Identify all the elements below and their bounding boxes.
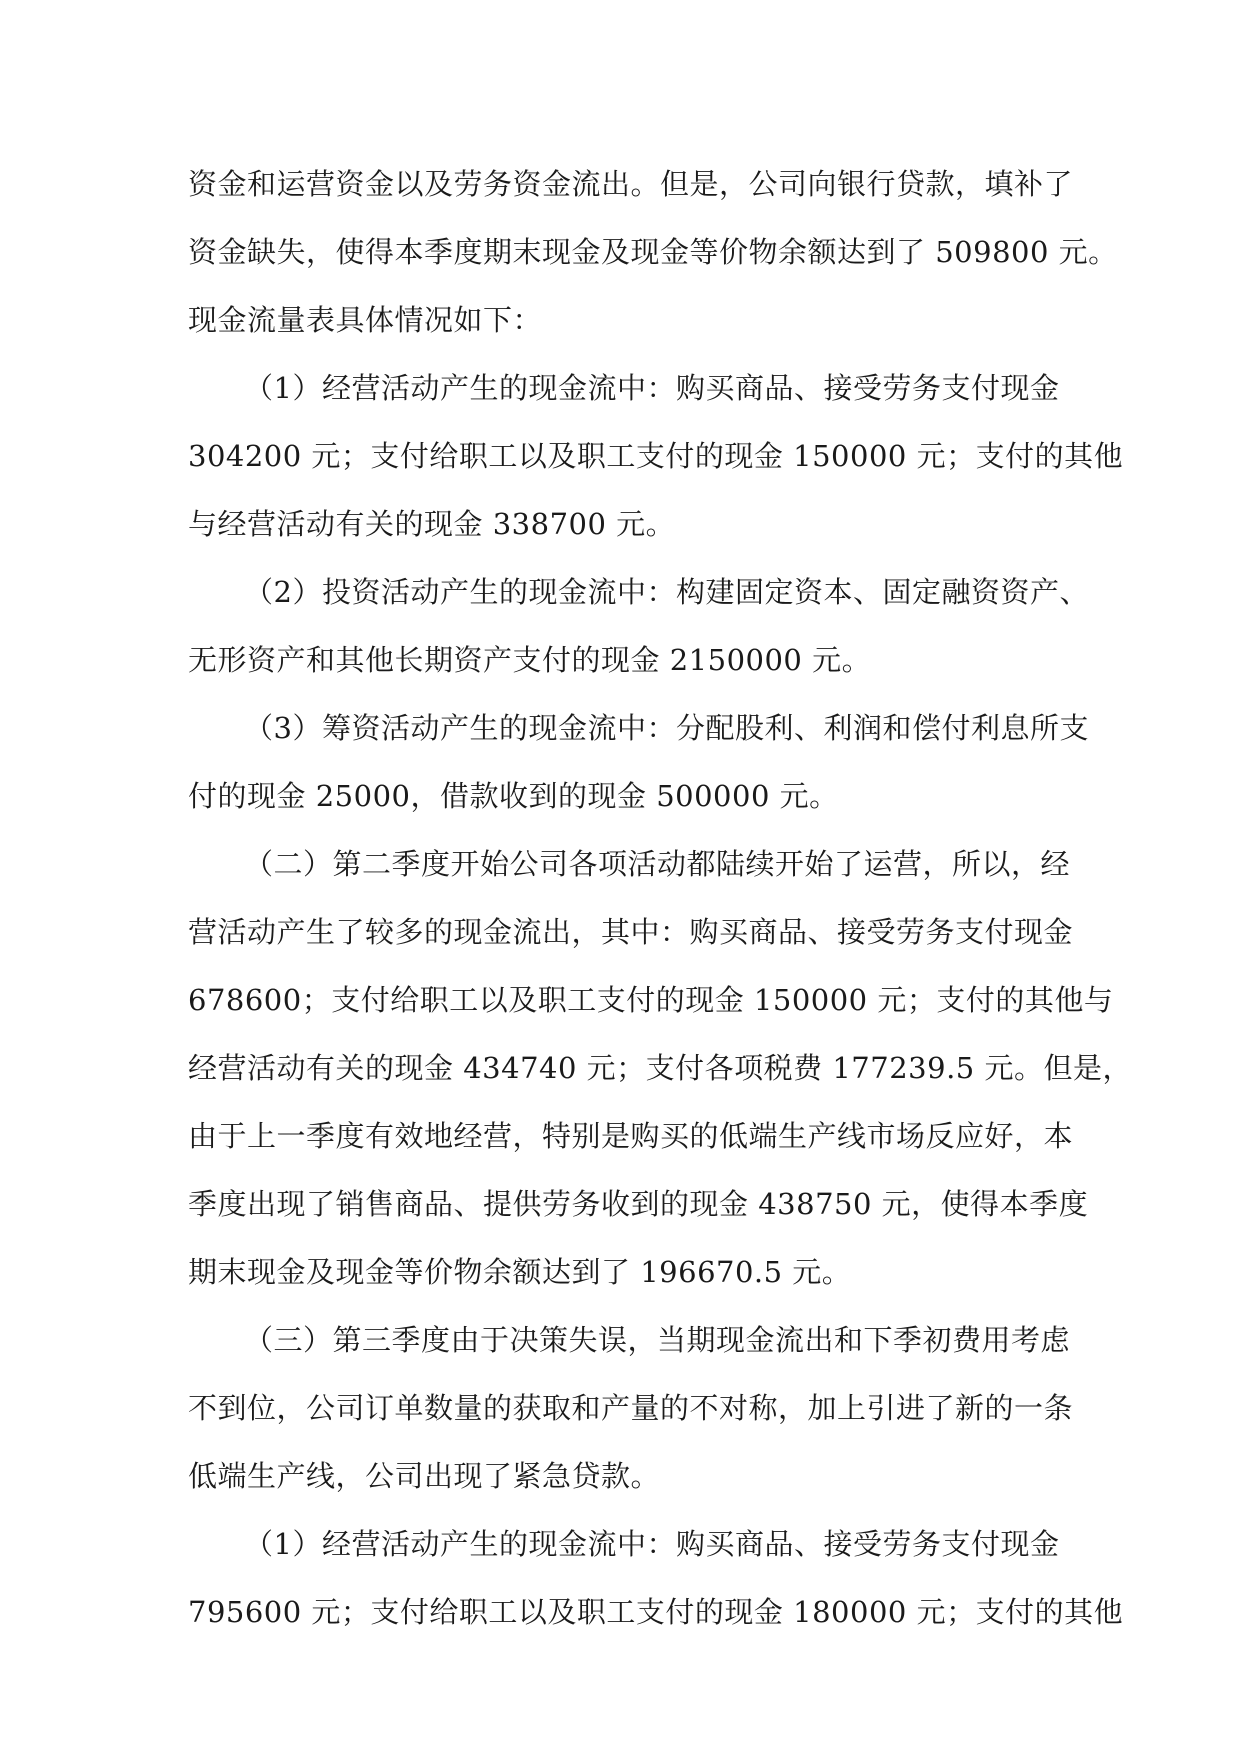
paragraph-start-line: （三）第三季度由于决策失误，当期现金流出和下季初费用考虑 [244, 1323, 1071, 1357]
text-line: 资金和运营资金以及劳务资金流出。但是，公司向银行贷款，填补了 [188, 167, 1074, 201]
text-line: 由于上一季度有效地经营，特别是购买的低端生产线市场反应好，本 [188, 1119, 1074, 1153]
text-line: 付的现金 25000，借款收到的现金 500000 元。 [188, 779, 839, 813]
text-line: 资金缺失，使得本季度期末现金及现金等价物余额达到了 509800 元。 [188, 235, 1118, 269]
paragraph-start-line: （1）经营活动产生的现金流中：购买商品、接受劳务支付现金 [244, 371, 1060, 405]
text-line: 低端生产线，公司出现了紧急贷款。 [188, 1459, 661, 1493]
text-line: 季度出现了销售商品、提供劳务收到的现金 438750 元，使得本季度 [188, 1187, 1089, 1221]
text-line: 现金流量表具体情况如下： [188, 303, 543, 337]
text-line: 营活动产生了较多的现金流出，其中：购买商品、接受劳务支付现金 [188, 915, 1074, 949]
text-line: 678600；支付给职工以及职工支付的现金 150000 元；支付的其他与 [188, 983, 1114, 1017]
text-line: 与经营活动有关的现金 338700 元。 [188, 507, 676, 541]
text-line: 期末现金及现金等价物余额达到了 196670.5 元。 [188, 1255, 852, 1289]
paragraph-start-line: （1）经营活动产生的现金流中：购买商品、接受劳务支付现金 [244, 1527, 1060, 1561]
text-line: 不到位，公司订单数量的获取和产量的不对称，加上引进了新的一条 [188, 1391, 1074, 1425]
document-body [188, 150, 1132, 1646]
paragraph-start-line: （2）投资活动产生的现金流中：构建固定资本、固定融资资产、 [244, 575, 1089, 609]
paragraph-start-line: （二）第二季度开始公司各项活动都陆续开始了运营，所以，经 [244, 847, 1071, 881]
text-line: 304200 元；支付给职工以及职工支付的现金 150000 元；支付的其他 [188, 439, 1124, 473]
text-line: 无形资产和其他长期资产支付的现金 2150000 元。 [188, 643, 872, 677]
text-line: 经营活动有关的现金 434740 元；支付各项税费 177239.5 元。但是， [188, 1051, 1132, 1085]
paragraph-start-line: （3）筹资活动产生的现金流中：分配股利、利润和偿付利息所支 [244, 711, 1089, 745]
text-line: 795600 元；支付给职工以及职工支付的现金 180000 元；支付的其他 [188, 1595, 1124, 1629]
